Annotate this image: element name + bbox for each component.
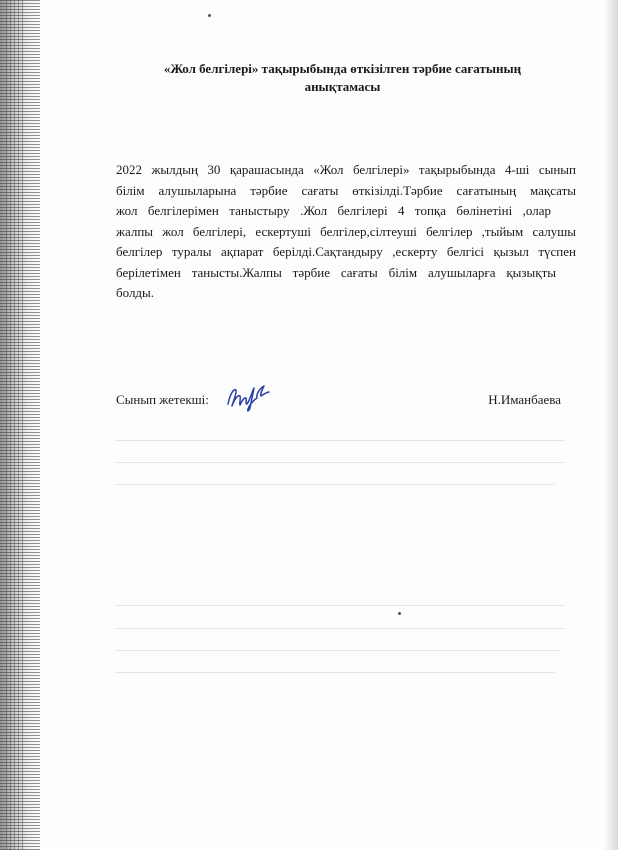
body-line: белгілер туралы ақпарат берілді.Сақтандыру ,ескерту белгісі қызыл түспен [116,244,576,259]
ghost-line [115,462,565,463]
body-line: жалпы жол белгілері, ескертуші белгілер,сілтеуші белгілер ,тыйым салушы [116,223,576,239]
body-line: білім алушыларына тәрбие сағаты өткізілді.Тәрбие сағатының мақсаты [116,182,576,198]
document-title-line-1: «Жол белгілері» тақырыбында өткізілген тәрбие сағатының [163,61,522,76]
ghost-line [115,650,560,651]
document-title [120,60,565,96]
scan-right-edge [604,0,618,850]
ghost-line [115,484,555,485]
ghost-line [115,672,555,673]
signature-row [116,388,561,412]
scan-left-edge [0,0,40,850]
signatory-name: Н.Иманбаева [488,392,561,407]
body-line: болды. [116,285,155,300]
scan-edge-noise [6,0,24,850]
body-line: 2022 жылдың 30 қарашасында «Жол белгілері» тақырыбында 4-ші сынып [116,162,576,177]
body-line: жол белгілерімен таныстыру .Жол белгілері 4 топқа бөлінетіні ,олар [116,203,551,218]
handwritten-signature [224,380,272,414]
body-line: берілетімен танысты.Жалпы тәрбие сағаты білім алушыларға қызықты [116,264,556,280]
signature-label: Сынып жетекші: [116,392,209,407]
ghost-line [115,605,565,606]
ghost-line [115,628,565,629]
document-title-line-2: анықтамасы [304,79,381,94]
ghost-line [115,440,565,441]
document-body [116,160,576,304]
scan-speck [398,612,401,615]
scan-speck [208,14,211,17]
